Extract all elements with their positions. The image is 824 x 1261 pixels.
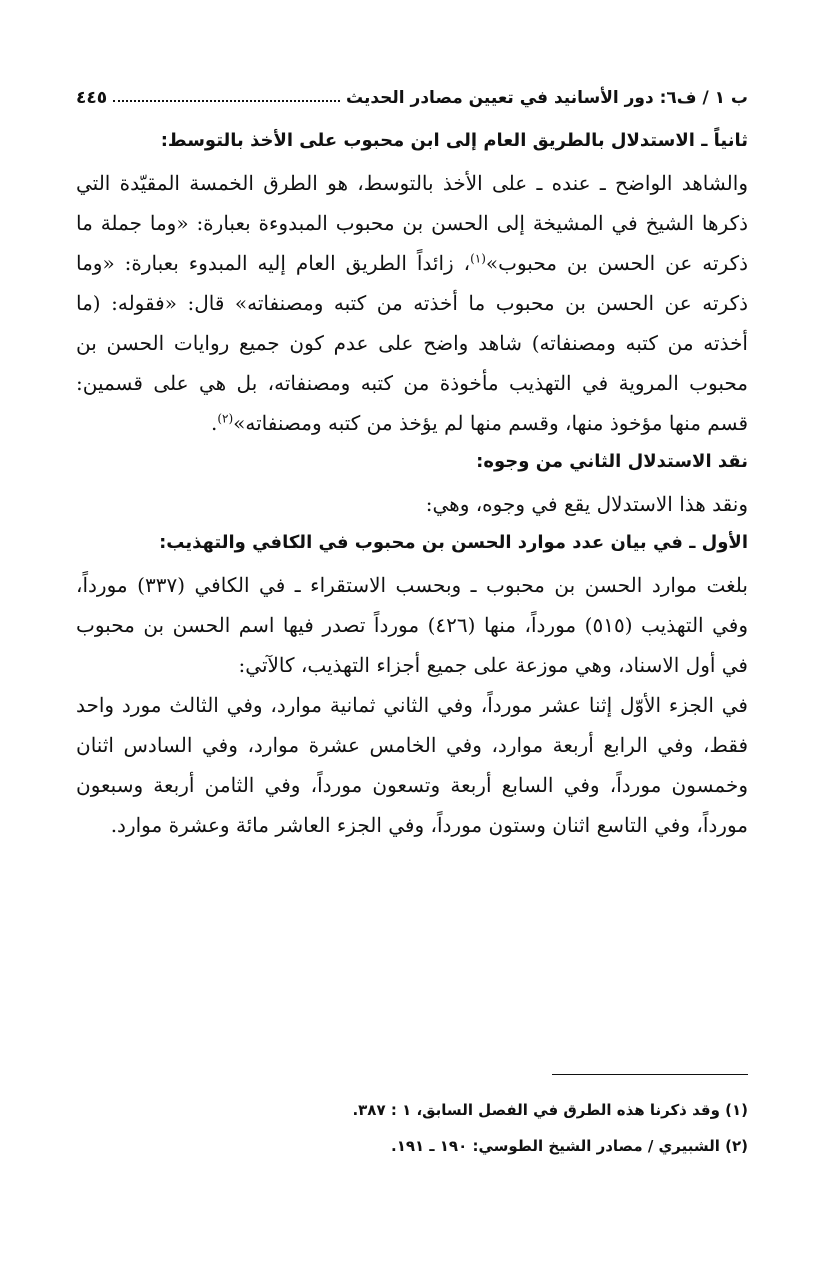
running-header xyxy=(76,74,748,108)
paragraph-evidence-text: والشاهد الواضح ـ عنده ـ على الأخذ بالتوسط، هو الطرق الخمسة المقيّدة التي ذكرها الشيخ في المشيخة إلى الحسن بن محبوب المبدوءة بعبارة: «وما جملة ما ذكرته عن الحسن بن محبوب» xyxy=(76,171,748,275)
paragraph-distribution: في الجزء الأوّل إثنا عشر مورداً، وفي الثاني ثمانية موارد، وفي الثالث مورد واحد فقط، وفي الرابع أربعة موارد، وفي الخامس عشرة موارد، وفي السادس اثنان وخمسون مورداً، وفي السابع أربعة وتسعون مورداً، وفي الثامن أربعة وسبعون مورداً، وفي التاسع اثنان وستون مورداً، وفي الجزء العاشر مائة وعشرة موارد. xyxy=(76,693,748,837)
paragraph-evidence-end: . xyxy=(210,411,218,435)
footnote-ref-1[interactable]: (١) xyxy=(470,251,486,266)
paragraph-evidence-continued: ، زائداً الطريق العام إليه المبدوء بعبارة: «وما ذكرته عن الحسن بن محبوب ما أخذته من كتبه ومصنفاته» قال: «فقوله: (ما أخذته من كتبه ومصنفاته) شاهد واضح على عدم كون جميع روايات الحسن بن محبوب المروية في التهذيب مأخوذة من كتبه ومصنفاته، بل هي على قسمين: قسم منها مؤخوذ منها، وقسم منها لم يؤخذ من كتبه ومصنفاته» xyxy=(76,251,748,435)
main-text xyxy=(76,126,748,845)
header-title: ب ١ / ف٦: دور الأسانيد في تعيين مصادر الحديث xyxy=(345,88,748,108)
section-heading-critique: نقد الاستدلال الثاني من وجوه: xyxy=(476,451,748,472)
paragraph-evidence xyxy=(76,163,748,443)
page-number: ٤٤٥ xyxy=(76,88,108,108)
section-heading-second-argument: ثانياً ـ الاستدلال بالطريق العام إلى ابن محبوب على الأخذ بالتوسط: xyxy=(160,130,748,151)
footnote-ref-2[interactable]: (٢) xyxy=(217,411,234,426)
paragraph-counts: بلغت موارد الحسن بن محبوب ـ وبحسب الاستقراء ـ في الكافي (٣٣٧) مورداً، وفي التهذيب (٥١٥) مورداً، منها (٤٢٦) مورداً تصدر فيها اسم الحسن بن محبوب في أول الاسناد، وهي موزعة على جميع أجزاء التهذيب، كالآتي: xyxy=(76,573,749,677)
section-heading-first-aspect: الأول ـ في بيان عدد موارد الحسن بن محبوب في الكافي والتهذيب: xyxy=(159,532,748,553)
paragraph-critique-intro: ونقد هذا الاستدلال يقع في وجوه، وهي: xyxy=(425,492,748,516)
footnote-separator xyxy=(552,1074,748,1075)
footnote-1: (١) وقد ذكرنا هذه الطرق في الفصل السابق، ١ : ٣٨٧. xyxy=(352,1101,748,1119)
header-leader-dots xyxy=(113,100,340,102)
footnotes xyxy=(76,1092,748,1164)
footnote-2: (٢) الشبيري / مصادر الشيخ الطوسي: ١٩٠ ـ ١٩١. xyxy=(391,1137,748,1155)
